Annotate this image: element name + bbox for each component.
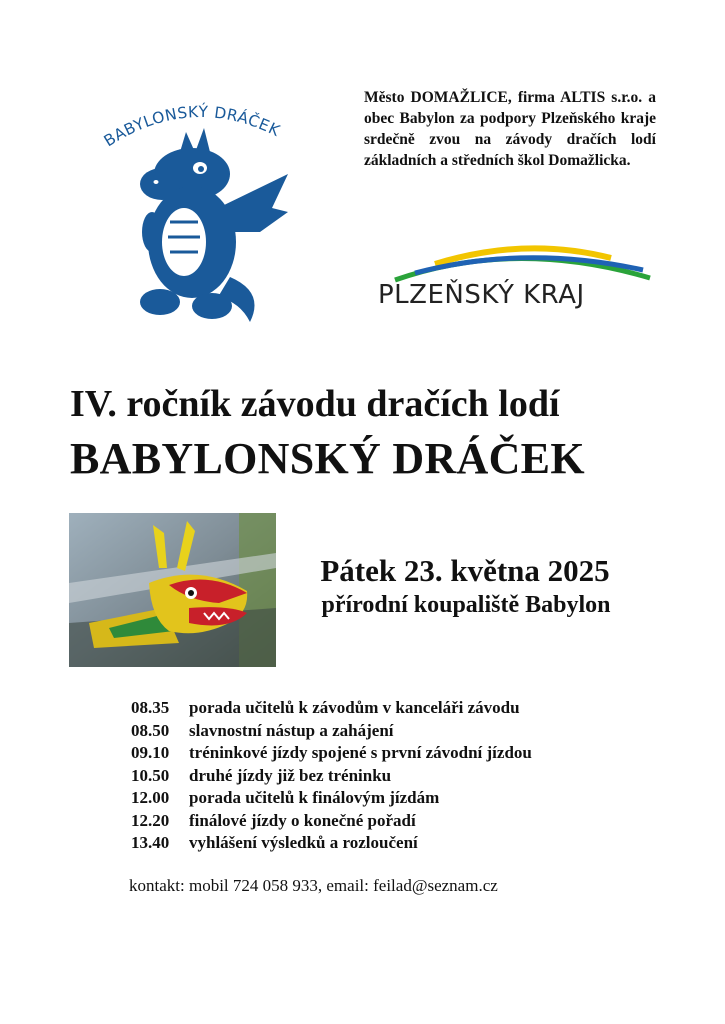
dragon-boat-photo: [69, 513, 276, 667]
plzensky-kraj-text: PLZEŇSKÝ KRAJ: [378, 280, 585, 310]
schedule-text: tréninkové jízdy spojené s první závodní jízdou: [189, 743, 532, 762]
rainbow-stripes-icon: [375, 240, 655, 285]
schedule-item: [131, 832, 532, 855]
event-place: přírodní koupaliště Babylon: [321, 592, 611, 618]
schedule-text: finálové jízdy o konečné pořadí: [189, 810, 416, 830]
contact-line: kontakt: mobil 724 058 933, email: feilad@seznam.cz: [129, 876, 498, 895]
schedule-item: [131, 697, 532, 720]
schedule-item: [131, 765, 532, 788]
schedule-text: vyhlášení výsledků a rozloučení: [189, 833, 418, 852]
schedule-time: 08.50: [131, 720, 170, 740]
dragon-icon: [100, 92, 310, 332]
schedule-item: [131, 810, 532, 833]
schedule-text: slavnostní nástup a zahájení: [189, 720, 394, 740]
schedule-item: [131, 720, 532, 743]
schedule-time: 13.40: [131, 833, 170, 852]
schedule-list: [131, 697, 532, 855]
logo-arc-text: BABYLONSKÝ DRÁČEK: [100, 102, 283, 151]
schedule-time: 08.35: [131, 698, 170, 717]
plzensky-kraj-logo: [375, 240, 655, 320]
page-title-line-1: IV. ročník závodu dračích lodí: [70, 383, 560, 425]
dragon-head-image: [69, 513, 276, 667]
schedule-time: 09.10: [131, 743, 170, 762]
schedule-text: porada učitelů k závodům v kanceláři závodu: [189, 698, 520, 717]
svg-text:BABYLONSKÝ DRÁČEK: [101, 102, 283, 150]
intro-paragraph: Město DOMAŽLICE, firma ALTIS s.r.o. a obec Babylon za podpory Plzeňského kraje srdečně zvou na závody dračích lodí základních a středních škol Domažlicka.: [364, 89, 656, 169]
event-date: Pátek 23. května 2025: [320, 553, 610, 588]
schedule-time: 12.00: [131, 788, 170, 807]
schedule-text: druhé jízdy již bez tréninku: [189, 765, 392, 785]
schedule-time: 10.50: [131, 765, 170, 785]
schedule-text: porada učitelů k finálovým jízdám: [189, 788, 440, 807]
babylonsky-dracek-logo: [100, 92, 310, 332]
schedule-item: [131, 742, 532, 765]
schedule-time: 12.20: [131, 810, 170, 830]
schedule-item: [131, 787, 532, 810]
page-title-line-2: BABYLONSKÝ DRÁČEK: [70, 434, 585, 483]
